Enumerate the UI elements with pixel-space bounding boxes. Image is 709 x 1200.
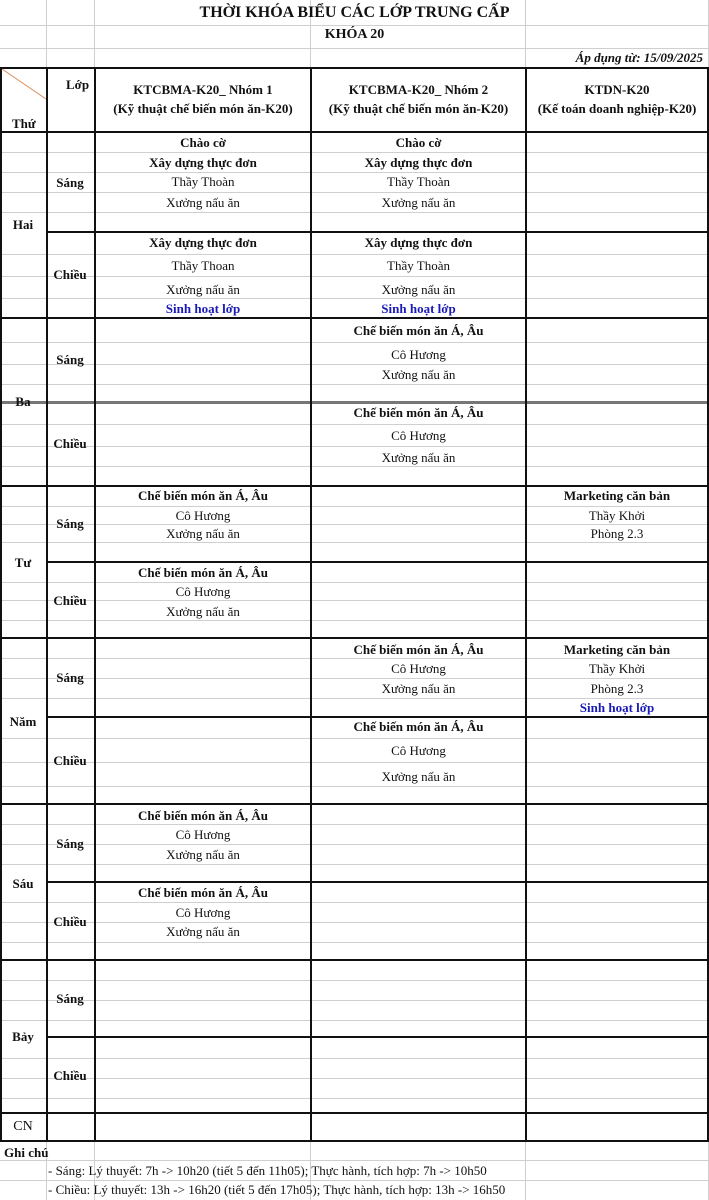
sau-chieu-c1-teacher: Cô Hương: [175, 905, 231, 920]
tu-sang-c1-teacher: Cô Hương: [175, 508, 231, 523]
page-title: THỜI KHÓA BIỂU CÁC LỚP TRUNG CẤP: [199, 4, 510, 21]
ba-sang-c2-teacher: Cô Hương: [391, 347, 446, 362]
ba-sang-c2-room: Xưởng nấu ăn: [381, 367, 456, 382]
session-nam-chieu: Chiều: [53, 753, 87, 768]
session-hai-chieu: Chiều: [53, 267, 87, 282]
page-subtitle: KHÓA 20: [324, 27, 385, 42]
session-ba-sang: Sáng: [56, 352, 84, 367]
session-bay-chieu: Chiều: [53, 1068, 87, 1083]
hai-chieu-c1-teacher: Thầy Thoan: [171, 258, 235, 273]
tu-chieu-c1-teacher: Cô Hương: [175, 584, 231, 599]
nam-sang-c3-teacher: Thầy Khởi: [588, 661, 646, 676]
hai-chieu-c2-subject: Xây dựng thực đơn: [364, 235, 473, 250]
day-bay: Bảy: [12, 1029, 34, 1044]
hai-sang-c2-subject: Xây dựng thực đơn: [364, 155, 473, 170]
sau-sang-c1-subject: Chế biến món ăn Á, Âu: [137, 808, 269, 823]
sau-chieu-c1-subject: Chế biến món ăn Á, Âu: [137, 885, 269, 900]
class-header-2-code: KTCBMA-K20_ Nhóm 2: [348, 82, 489, 97]
tu-sang-c1-room: Xưởng nấu ăn: [166, 526, 240, 541]
session-hai-sang: Sáng: [56, 175, 84, 190]
class-header-3-code: KTDN-K20: [584, 82, 650, 97]
hai-chieu-c1-room: Xưởng nấu ăn: [166, 282, 240, 297]
nam-sang-c2-teacher: Cô Hương: [391, 661, 446, 676]
hai-chieu-c2-note: Sinh hoạt lớp: [381, 301, 456, 316]
nam-sang-c3-room: Phòng 2.3: [590, 681, 644, 696]
hai-sang-c1-subject: Xây dựng thực đơn: [149, 155, 257, 170]
day-sau: Sáu: [12, 876, 34, 891]
hai-sang-c2-teacher: Thầy Thoàn: [387, 174, 450, 189]
day-hai: Hai: [12, 217, 34, 232]
nam-chieu-c2-room: Xưởng nấu ăn: [381, 769, 456, 784]
notes-line-morning: - Sáng: Lý thuyết: 7h -> 10h20 (tiết 5 đến 11h05); Thực hành, tích hợp: 7h -> 10h50: [48, 1163, 487, 1178]
class-header-3-name: (Kế toán doanh nghiệp-K20): [537, 101, 697, 116]
tu-chieu-c1-subject: Chế biến món ăn Á, Âu: [137, 565, 269, 580]
corner-day-label: Thứ: [12, 116, 36, 131]
tu-sang-c1-subject: Chế biến món ăn Á, Âu: [137, 488, 269, 503]
nam-sang-c2-room: Xưởng nấu ăn: [381, 681, 456, 696]
hai-sang-c1-line1: Chào cờ: [180, 135, 226, 150]
session-tu-chieu: Chiều: [53, 593, 87, 608]
hai-sang-c1-teacher: Thầy Thoàn: [171, 174, 235, 189]
nam-chieu-c2-teacher: Cô Hương: [391, 743, 446, 758]
sau-sang-c1-teacher: Cô Hương: [175, 827, 231, 842]
tu-sang-c3-subject: Marketing căn bản: [563, 488, 671, 503]
ba-sang-c2-subject: Chế biến món ăn Á, Âu: [353, 323, 484, 338]
nam-sang-c3-note: Sinh hoạt lớp: [579, 700, 655, 715]
hai-chieu-c1-note: Sinh hoạt lớp: [165, 301, 241, 316]
nam-sang-c3-subject: Marketing căn bản: [563, 642, 671, 657]
class-header-2-name: (Kỹ thuật chế biến món ăn-K20): [328, 101, 509, 116]
session-bay-sang: Sáng: [56, 991, 84, 1006]
ba-chieu-c2-teacher: Cô Hương: [391, 428, 446, 443]
session-ba-chieu: Chiều: [53, 436, 87, 451]
session-sau-sang: Sáng: [56, 836, 84, 851]
ba-chieu-c2-subject: Chế biến món ăn Á, Âu: [353, 405, 484, 420]
hai-chieu-c1-subject: Xây dựng thực đơn: [149, 235, 257, 250]
day-tu: Tư: [14, 555, 32, 570]
notes-line-afternoon: - Chiều: Lý thuyết: 13h -> 16h20 (tiết 5 đến 17h05); Thực hành, tích hợp: 13h -> 16h50: [48, 1182, 506, 1197]
corner-class-label: Lớp: [66, 77, 90, 92]
notes-label: Ghi chú: [4, 1145, 49, 1160]
applied-date: Áp dụng từ: 15/09/2025: [575, 50, 703, 65]
day-cn: CN: [13, 1119, 33, 1134]
sau-chieu-c1-room: Xưởng nấu ăn: [166, 924, 240, 939]
tu-sang-c3-room: Phòng 2.3: [590, 526, 644, 541]
session-sau-chieu: Chiều: [53, 914, 87, 929]
ba-chieu-c2-room: Xưởng nấu ăn: [381, 450, 456, 465]
sau-sang-c1-room: Xưởng nấu ăn: [166, 847, 240, 862]
tu-chieu-c1-room: Xưởng nấu ăn: [166, 604, 240, 619]
hai-sang-c1-room: Xưởng nấu ăn: [166, 195, 240, 210]
hai-sang-c2-line1: Chào cờ: [395, 135, 442, 150]
nam-chieu-c2-subject: Chế biến món ăn Á, Âu: [353, 719, 484, 734]
session-tu-sang: Sáng: [56, 516, 84, 531]
nam-sang-c2-subject: Chế biến món ăn Á, Âu: [353, 642, 484, 657]
hai-chieu-c2-room: Xưởng nấu ăn: [381, 282, 456, 297]
class-header-1-code: KTCBMA-K20_ Nhóm 1: [133, 82, 273, 97]
day-nam: Năm: [9, 714, 37, 729]
hai-chieu-c2-teacher: Thầy Thoàn: [387, 258, 450, 273]
hai-sang-c2-room: Xưởng nấu ăn: [381, 195, 456, 210]
day-ba: Ba: [15, 394, 31, 409]
class-header-1-name: (Kỹ thuật chế biến món ăn-K20): [113, 101, 293, 116]
tu-sang-c3-teacher: Thầy Khởi: [588, 508, 646, 523]
session-nam-sang: Sáng: [56, 670, 84, 685]
